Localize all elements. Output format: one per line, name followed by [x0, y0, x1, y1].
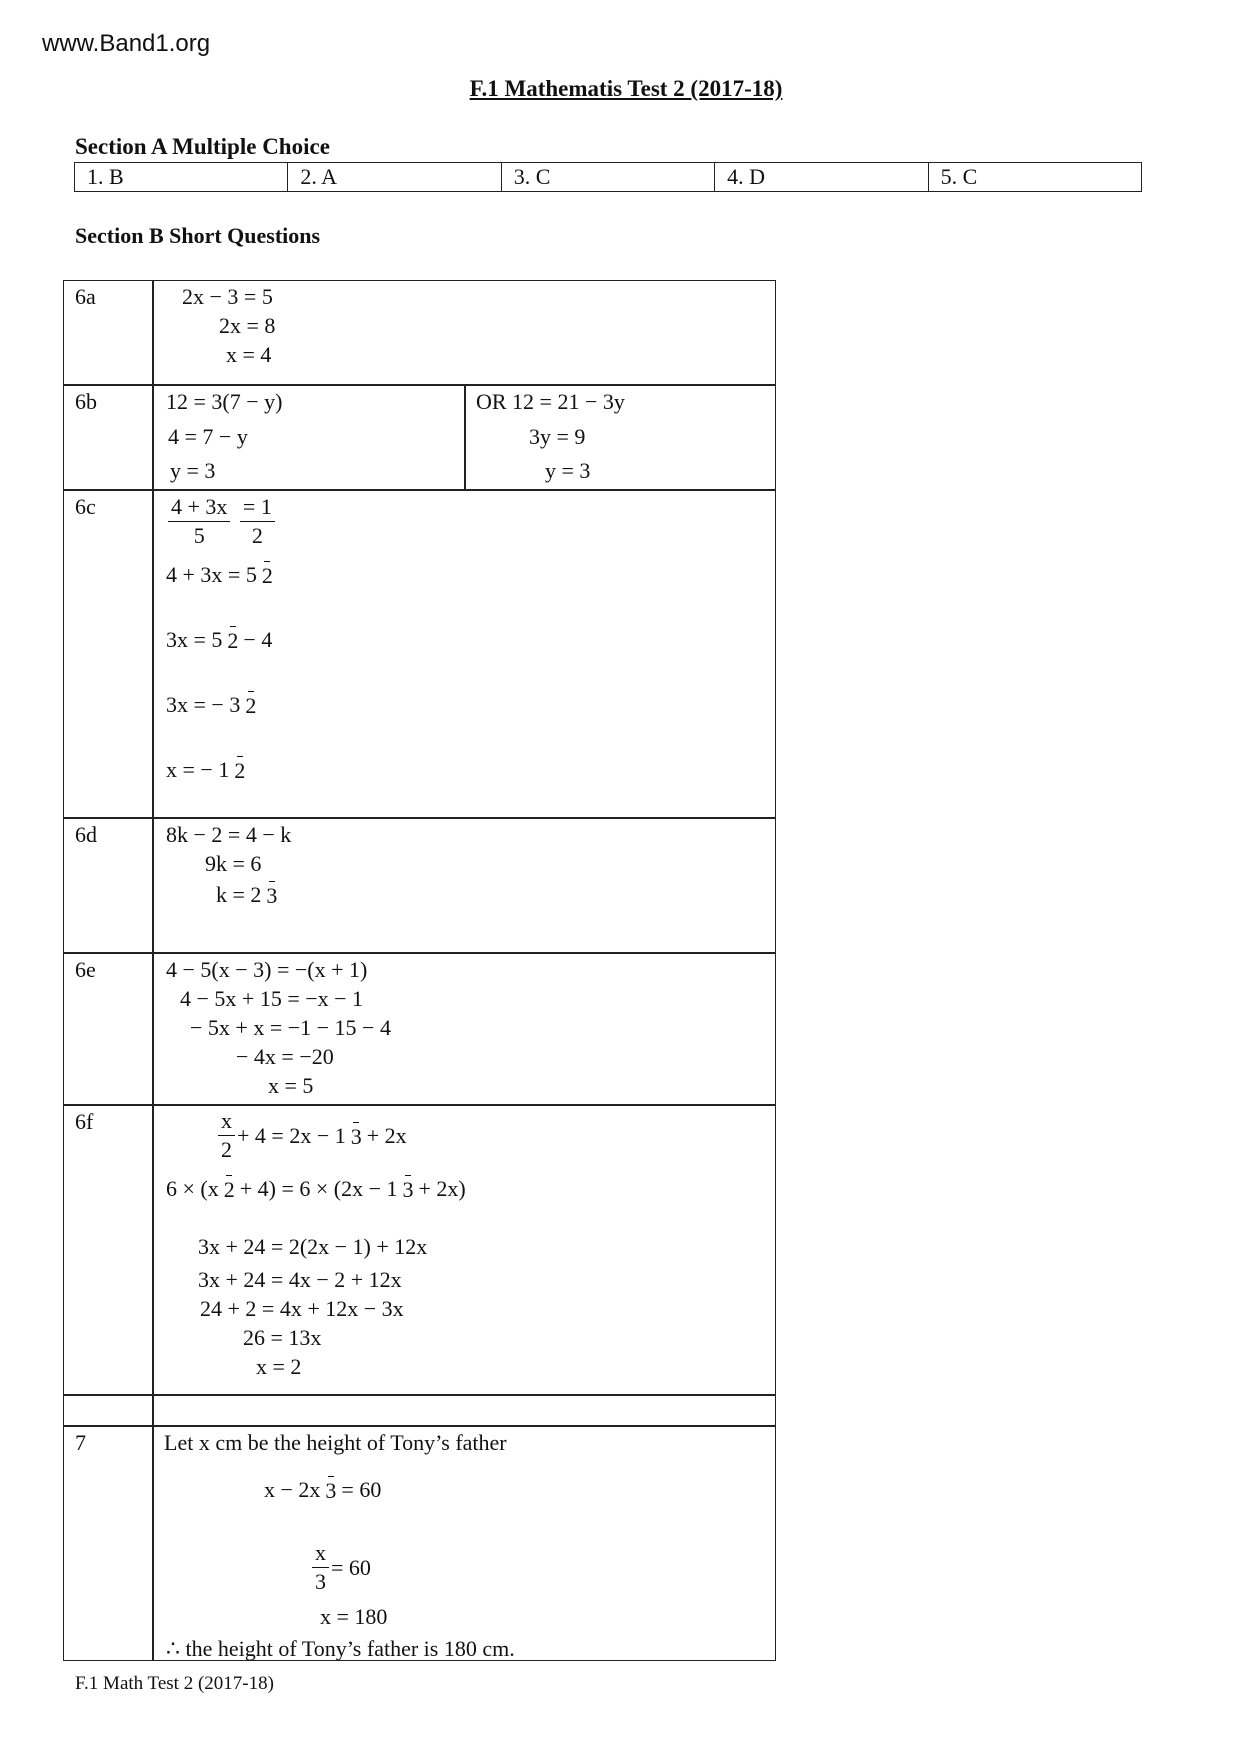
q6c-label: 6c	[75, 494, 96, 519]
row-divider	[63, 489, 776, 491]
row-divider	[63, 1394, 776, 1396]
q6e-line-4: − 4x = −20	[236, 1044, 334, 1069]
row-divider	[63, 384, 776, 386]
q6c-step-2: 4 + 3x = 5 2	[166, 561, 273, 588]
row-divider	[63, 817, 776, 819]
row-divider	[63, 1104, 776, 1106]
mc-answer-1: 1. B	[75, 163, 288, 192]
row-divider	[63, 952, 776, 954]
q6a-line-1: 2x − 3 = 5	[182, 284, 273, 309]
q6a-line-2: 2x = 8	[219, 313, 276, 338]
q6e-label: 6e	[75, 957, 96, 982]
q6f-line-4: 3x + 24 = 4x − 2 + 12x	[198, 1267, 402, 1292]
column-divider-6b	[464, 384, 466, 490]
mc-answer-4: 4. D	[715, 163, 928, 192]
q7-step-2: $\frac{x}{3}$ = 60	[310, 1540, 371, 1595]
q6a-line-3: x = 4	[226, 342, 272, 367]
q6d-line-1: 8k − 2 = 4 − k	[166, 822, 292, 847]
q6b-line-3: y = 3	[170, 458, 216, 483]
q6f-line-3: 3x + 24 = 2(2x − 1) + 12x	[198, 1234, 428, 1259]
q6c-step-1: $\frac{4 + 3x}{5}$ $\frac{= 1}{2}$	[166, 494, 277, 549]
q6b-alt-1: OR 12 = 21 − 3y	[476, 389, 625, 414]
q6e-line-2: 4 − 5x + 15 = −x − 1	[180, 986, 364, 1011]
multiple-choice-answers	[74, 162, 1142, 192]
q6c-step-4: 3x = − 3 2	[166, 691, 257, 718]
q7-intro: Let x cm be the height of Tony’s father	[164, 1430, 507, 1455]
q6d-line-3: k = 2 3	[216, 881, 278, 908]
q6f-line-6: 26 = 13x	[243, 1325, 322, 1350]
q7-conclusion: ∴ the height of Tony’s father is 180 cm.	[166, 1636, 515, 1661]
q6b-label: 6b	[75, 389, 97, 414]
q7-step-1: x − 2x 3 = 60	[264, 1476, 382, 1503]
q6f-line-5: 24 + 2 = 4x + 12x − 3x	[200, 1296, 404, 1321]
q6f-line-7: x = 2	[256, 1354, 302, 1379]
q6b-line-1: 12 = 3(7 − y)	[166, 389, 283, 414]
q6e-line-1: 4 − 5(x − 3) = −(x + 1)	[166, 957, 368, 982]
q6b-line-2: 4 = 7 − y	[168, 424, 248, 449]
q6b-alt-2: 3y = 9	[529, 424, 586, 449]
mc-answer-2: 2. A	[288, 163, 501, 192]
page-footer: F.1 Math Test 2 (2017-18)	[75, 1673, 274, 1694]
q6b-alt-3: y = 3	[545, 458, 591, 483]
q7-line-3: x = 180	[320, 1604, 388, 1629]
q6f-step-2: 6 × (x 2 + 4) = 6 × (2x − 1 3 + 2x)	[166, 1175, 466, 1202]
q6e-line-3: − 5x + x = −1 − 15 − 4	[190, 1015, 391, 1040]
section-b-title: Section B Short Questions	[75, 223, 321, 248]
column-divider	[152, 280, 154, 1661]
site-url: www.Band1.org	[42, 30, 211, 57]
q6e-line-5: x = 5	[268, 1073, 314, 1098]
row-divider	[63, 1425, 776, 1427]
page-title: F.1 Mathematis Test 2 (2017-18)	[469, 76, 783, 101]
q6f-label: 6f	[75, 1109, 94, 1134]
q6f-step-1: $\frac{x}{2}$ + 4 = 2x − 1 3 + 2x	[216, 1108, 407, 1163]
section-a-title: Section A Multiple Choice	[75, 134, 330, 159]
q7-label: 7	[75, 1430, 86, 1455]
q6d-label: 6d	[75, 822, 97, 847]
q6c-step-5: x = − 1 2	[166, 756, 246, 783]
q6d-line-2: 9k = 6	[205, 851, 262, 876]
q6c-step-3: 3x = 5 2 − 4	[166, 626, 273, 653]
q6a-label: 6a	[75, 284, 96, 309]
mc-answer-3: 3. C	[501, 163, 714, 192]
mc-answer-5: 5. C	[928, 163, 1141, 192]
